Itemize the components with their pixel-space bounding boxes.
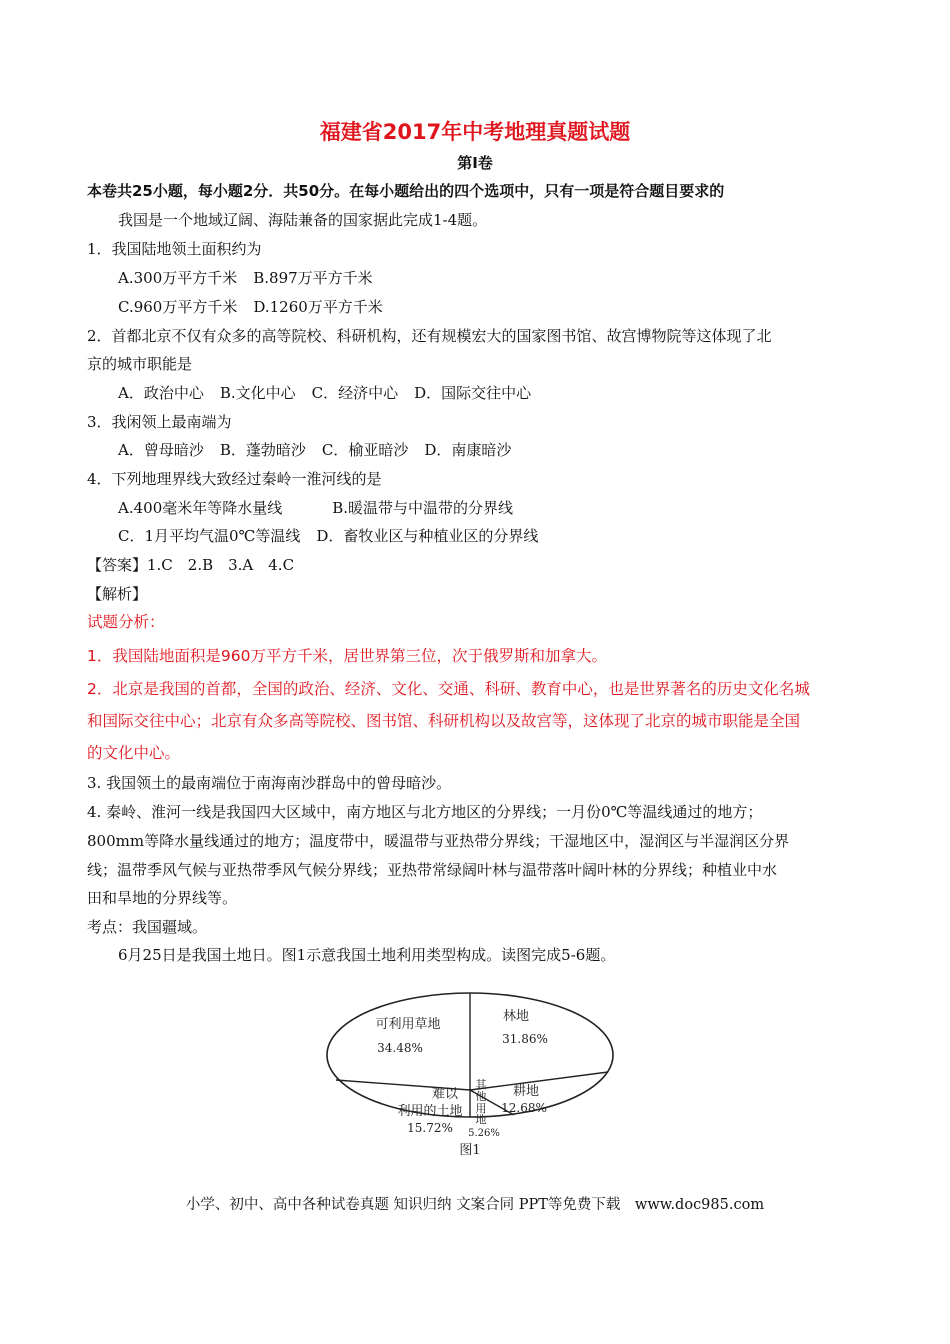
- slice-value-other: 5.26%: [468, 1128, 500, 1139]
- intro-q5-6: 6月25日是我国土地日。图1示意我国土地利用类型构成。读图完成5-6题。: [118, 946, 616, 964]
- analysis-label: 【解析】: [87, 585, 148, 603]
- q1-stem: 1．我国陆地领土面积约为: [87, 240, 262, 258]
- q4-option-d: D．畜牧业区与种植业区的分界线: [316, 527, 539, 545]
- q2-option-a: A．政治中心: [118, 384, 204, 402]
- q4-option-b: B.暖温带与中温带的分界线: [332, 499, 514, 517]
- analysis-1: 1．我国陆地面积是960万平方千米，居世界第三位，次于俄罗斯和加拿大。: [87, 647, 607, 665]
- slice-value-grass: 34.48%: [377, 1041, 423, 1055]
- q2-option-b: B.文化中心: [219, 384, 296, 402]
- slice-label-forest: 林地: [502, 1009, 530, 1024]
- kaodian: 考点：我国疆域。: [87, 918, 208, 936]
- slice-label-other-4: 地: [475, 1113, 487, 1126]
- analysis-4-line2: 800mm等降水量线通过的地方；温度带中，暖温带与亚热带分界线；干湿地区中，湿润区与半湿润区分界: [87, 832, 790, 850]
- analysis-2-line1: 2．北京是我国的首都，全国的政治、经济、文化、交通、科研、教育中心，也是世界著名的历史文化名城: [87, 680, 810, 698]
- slice-label-other-3: 用: [475, 1102, 487, 1115]
- analysis-2-line3: 的文化中心。: [87, 744, 181, 762]
- figure-caption: 图1: [459, 1143, 481, 1158]
- q3-option-a: A．曾母暗沙: [118, 441, 204, 459]
- q4-stem: 4．下列地理界线大致经过秦岭一淮河线的是: [87, 470, 382, 488]
- analysis-4-line4: 田和旱地的分界线等。: [87, 889, 238, 907]
- slice-label-hard-1: 难以: [431, 1087, 459, 1102]
- q3-option-b: B．蓬勃暗沙: [219, 441, 306, 459]
- slice-label-farm: 耕地: [512, 1084, 540, 1099]
- q1-option-b: B.897万平方千米: [253, 269, 373, 287]
- analysis-heading: 试题分析：: [87, 613, 165, 631]
- page-footer: 小学、初中、高中各种试卷真题 知识归纳 文案合同 PPT等免费下载 www.doc985.com: [185, 1197, 765, 1213]
- slice-label-other-2: 他: [475, 1090, 487, 1103]
- slice-value-farm: 12.68%: [501, 1101, 547, 1115]
- answer-line: 【答案】1.C 2.B 3.A 4.C: [87, 556, 295, 574]
- q4-option-a: A.400毫米年等降水量线: [118, 499, 283, 517]
- volume-heading: 第Ⅰ卷: [457, 154, 493, 172]
- q4-option-c: C．1月平均气温0℃等温线: [118, 527, 301, 545]
- q1-option-d: D.1260万平方千米: [253, 298, 383, 316]
- q1-options-cd: [118, 297, 383, 317]
- analysis-2-line2: 和国际交往中心；北京有众多高等院校、图书馆、科研机构以及故宫等，这体现了北京的城市职能是全国: [87, 712, 801, 730]
- q4-options-cd: [118, 526, 538, 546]
- slice-value-forest: 31.86%: [502, 1032, 548, 1046]
- q2-stem-line2: 京的城市职能是: [87, 355, 193, 373]
- document-title: 福建省2017年中考地理真题试题: [319, 120, 631, 144]
- q2-options: [118, 383, 531, 403]
- analysis-4-line3: 线；温带季风气候与亚热带季风气候分界线；亚热带常绿阔叶林与温带落叶阔叶林的分界线；种植业中水: [87, 861, 778, 879]
- slice-label-hard-2: 利用的土地: [397, 1104, 463, 1119]
- instructions: 本卷共25小题，每小题2分．共50分。在每小题给出的四个选项中，只有一项是符合题目要求的: [87, 182, 725, 200]
- q2-option-c: C．经济中心: [311, 384, 399, 402]
- q3-option-c: C．榆亚暗沙: [321, 441, 409, 459]
- q1-option-a: A.300万平方千米: [118, 269, 238, 287]
- q3-options: [118, 440, 511, 460]
- analysis-4-line1: 4. 秦岭、淮河一线是我国四大区域中，南方地区与北方地区的分界线；一月份0℃等温线通过的地方；: [87, 803, 763, 821]
- q2-stem-line1: 2．首都北京不仅有众多的高等院校、科研机构，还有规模宏大的国家图书馆、故宫博物院等这体现了北: [87, 327, 772, 345]
- q1-option-c: C.960万平方千米: [118, 298, 238, 316]
- slice-label-grass: 可利用草地: [375, 1017, 441, 1032]
- slice-value-hard: 15.72%: [407, 1121, 453, 1135]
- q2-option-d: D．国际交往中心: [414, 384, 532, 402]
- intro-q1-4: 我国是一个地域辽阔、海陆兼备的国家据此完成1-4题。: [118, 211, 488, 229]
- q3-stem: 3．我闲领上最南端为: [87, 413, 232, 431]
- slice-label-other-1: 其: [475, 1078, 487, 1091]
- q1-options-ab: [118, 268, 373, 288]
- land-use-pie-chart: [320, 990, 620, 1160]
- analysis-3: 3. 我国领土的最南端位于南海南沙群岛中的曾母暗沙。: [87, 774, 452, 792]
- q4-options-ab: [118, 498, 513, 518]
- q3-option-d: D．南康暗沙: [424, 441, 512, 459]
